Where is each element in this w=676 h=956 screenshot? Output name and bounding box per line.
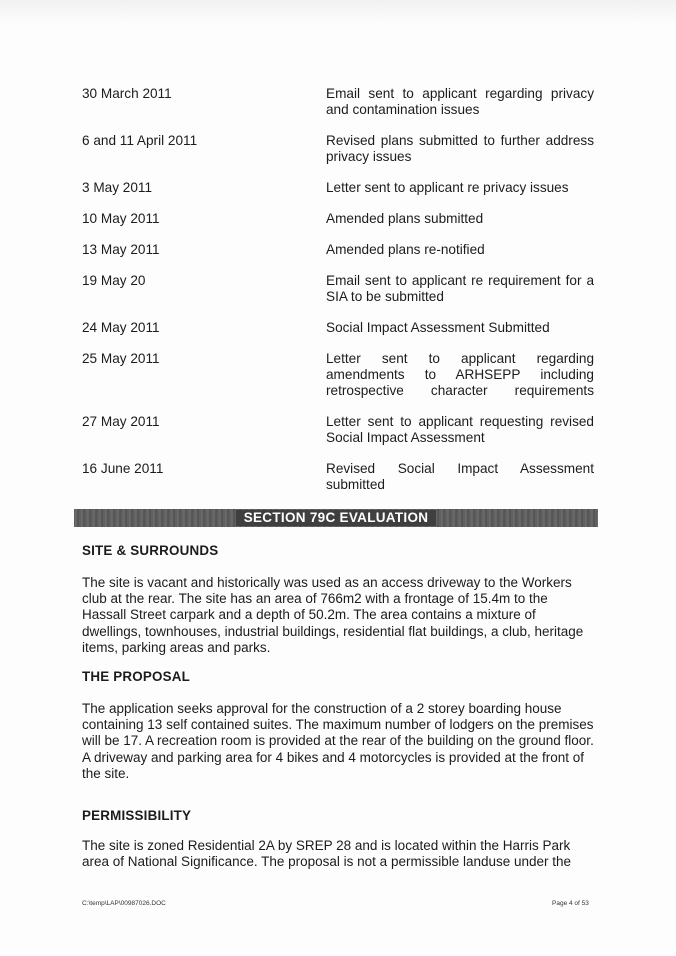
chronology-row [82, 320, 594, 336]
chronology-event: Letter sent to applicant requesting revised Social Impact Assessment [326, 414, 594, 445]
permissibility-heading: PERMISSIBILITY [82, 808, 192, 823]
chronology-event: Email sent to applicant re requirement for a SIA to be submitted [326, 273, 594, 304]
chronology-row [82, 133, 594, 165]
chronology-date: 25 May 2011 [82, 351, 160, 366]
permissibility-paragraph: The site is zoned Residential 2A by SREP 28 and is located within the Harris Park area of National Significance. The proposal is not a permissible landuse under the [82, 838, 572, 870]
chronology-event: Social Impact Assessment Submitted [326, 320, 550, 335]
section-banner [74, 509, 598, 527]
footer-page-number: Page 4 of 53 [552, 900, 589, 907]
chronology-row [82, 414, 594, 446]
chronology-row [82, 351, 594, 399]
chronology-table [82, 86, 594, 508]
footer-file-path: C:\temp\LAP\00987026.DOC [82, 900, 166, 907]
permissibility-section [82, 808, 594, 870]
proposal-heading: THE PROPOSAL [82, 669, 191, 684]
chronology-event: Letter sent to applicant re privacy issues [326, 180, 569, 195]
chronology-date: 19 May 20 [82, 273, 146, 288]
site-section [82, 543, 594, 656]
chronology-event: Amended plans submitted [326, 211, 484, 226]
chronology-event: Revised plans submitted to further address privacy issues [326, 133, 594, 164]
chronology-date: 24 May 2011 [82, 320, 160, 335]
proposal-section [82, 669, 594, 782]
chronology-event: Amended plans re-notified [326, 242, 485, 257]
chronology-date: 30 March 2011 [82, 86, 172, 101]
chronology-date: 27 May 2011 [82, 414, 160, 429]
chronology-date: 6 and 11 April 2011 [82, 133, 198, 148]
chronology-date: 10 May 2011 [82, 211, 160, 226]
section-banner-title: SECTION 79C EVALUATION [236, 510, 437, 526]
chronology-row [82, 242, 594, 258]
chronology-date: 16 June 2011 [82, 461, 164, 476]
site-heading: SITE & SURROUNDS [82, 543, 219, 558]
scan-shadow [0, 0, 676, 24]
chronology-event: Letter sent to applicant regarding amendments to ARHSEPP including retrospective character requirements [326, 351, 594, 398]
chronology-row [82, 273, 594, 305]
proposal-paragraph: The application seeks approval for the construction of a 2 storey boarding house containing 13 self contained suites. The maximum number of lodgers on the premises will be 17. A recreation room is provided at the rear of the building on the ground floor. A driveway and parking area for 4 bikes and 4 motorcycles is provided at the front of the site. [82, 701, 594, 781]
site-paragraph: The site is vacant and historically was used as an access driveway to the Workers club at the rear. The site has an area of 766m2 with a frontage of 15.4m to the Hassall Street carpark and a depth of 50.2m. The area contains a mixture of dwellings, townhouses, industrial buildings, residential flat buildings, a club, heritage items, parking areas and parks. [82, 575, 584, 655]
chronology-row [82, 86, 594, 118]
chronology-row [82, 461, 594, 493]
chronology-event: Email sent to applicant regarding privacy and contamination issues [326, 86, 594, 117]
chronology-date: 13 May 2011 [82, 242, 160, 257]
chronology-event: Revised Social Impact Assessment submitted [326, 461, 594, 492]
chronology-date: 3 May 2011 [82, 180, 153, 195]
chronology-row [82, 211, 594, 227]
chronology-row [82, 180, 594, 196]
